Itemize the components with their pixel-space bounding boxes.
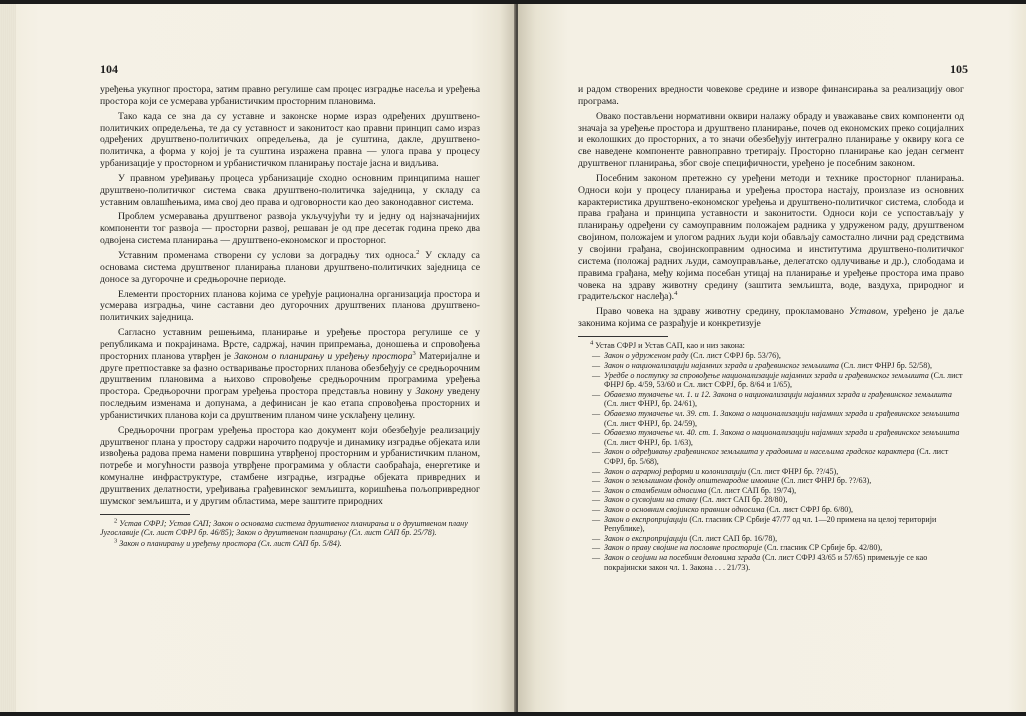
footnote-ref[interactable]: 2: [416, 248, 420, 256]
law-citation: — Закон о стамбеним односима (Сл. лист САП бр. 19/74),: [592, 486, 964, 496]
footnote-divider: [578, 336, 668, 337]
paragraph: Проблем усмеравања друштвеног развоја укључујући ту и једну од најзначајнијих компоненти тог развоја — просторни развој, решаван је од пре десетак година преко два одвојена система планирања — друштвено-економског и просторног.: [100, 211, 480, 247]
footnotes: [578, 341, 964, 572]
paragraph: У правном уређивању процеса урбанизације сходно основним принципима нашег друштвено-политичког система свака друштвено-политичка заједница, у складу са уставним овлашћењима, има свој део права и одговорности као део законодавног система.: [100, 172, 480, 208]
page-number: 105: [950, 62, 968, 76]
law-citation: — Закон о национализацији најамних зграда и грађевинског земљишта (Сл. лист ФНРЈ бр. 52/58),: [592, 361, 964, 371]
law-citation: — Закон о земљишном фонду општенародне имовине (Сл. лист ФНРЈ бр. ??/63),: [592, 476, 964, 486]
body-text: [578, 84, 964, 572]
law-citation: — Закон о одређивању грађевинског земљишта у градовима и насељима градског карактера (Сл. лист СФРЈ, бр. 5/68),: [592, 447, 964, 466]
law-citation: — Закон о сусвојини на стану (Сл. лист САП бр. 28/80),: [592, 495, 964, 505]
footnote: $^4$ Устав СФРЈ и Устав САП, као и низ закона:: [590, 339, 745, 350]
law-citation: — Закон о експропријацији (Сл. гласник СР Србије 47/77 од чл. 1—20 примена на целој територији Републике),: [592, 515, 964, 534]
law-citation: — Закон о сеојини на посебним деловима зграда (Сл. лист СФРЈ 43/65 и 57/65) примењује се као покрајински закон чл. 1. Закона . . . 21/73).: [592, 553, 964, 572]
law-citation: — Обавезно тумачење чл. 40. ст. 1. Закона о национализацији најамних зграда и грађевинског земљишта (Сл. лист ФНРЈ, бр. 1/63),: [592, 428, 964, 447]
paragraph: Средњорочни програм уређења простора као документ који обезбеђује реализацију друштвеног плана у простору садржи нарочито подручје и динамику изградње објеката или извођења радова према намени површина утврђеној просторним и урбанистичким планом, потребе и могућности развоја утврђене програмима у области саобраћаја, енергетике и комуналне инфраструктуре, стамбене изградње, изградње објеката привредних и друштвених делатности, уређивања грађевинског земљишта, коришћења пољопривредног шумског земљишта, и у другим областима, мере заштите природних: [100, 424, 480, 507]
paragraph: уређења укупног простора, затим правно регулише сам процес изградње насеља и уређења простора који се усмерава урбанистичким просторним плановима.: [100, 84, 480, 107]
footnote-ref[interactable]: 3: [412, 349, 416, 357]
paragraph: Елементи просторних планова којима се уређује рационална организација простора и усмерава изградња, чине саставни део дугорочних друштвених планова друштвено-политичких заједница.: [100, 288, 480, 324]
law-citation: — Обавезно тумачење чл. 39. ст. 1. Закона о национализацији најамних зграда и грађевинског земљишта (Сл. лист ФНРЈ, бр. 24/59),: [592, 409, 964, 428]
paragraph: Уставним променама створени су услови за доградњу тих односа.$^2$ У складу са основама система друштвеног планирања планови друштвено-политичких заједница се доносе за дугорочне и средњорочне периоде.: [100, 248, 480, 285]
law-citation: — Закон о експропријацији (Сл. лист САП бр. 16/78),: [592, 534, 964, 544]
paragraph: и радом створених вредности човекове средине и изворе финансирања за реализацију овог програма.: [578, 84, 964, 107]
law-citation: — Закон о праву својине на пословне просторије (Сл. гласник СР Србије бр. 42/80),: [592, 543, 964, 553]
footnote: $^2$ Устав СФРЈ; Устав САП; Закон о основама система друштвеног планирања и о друштвеном плану Југославије (Сл. лист СФРЈ бр. 46/85); Закон о друштвеном планирању (Сл. лист САП бр. 25/78).: [100, 517, 468, 538]
footnote-ref[interactable]: 4: [674, 290, 678, 298]
law-citation: — Обавезно тумачење чл. 1. и 12. Закона о национализацији најамних зграда и грађевинског земљишта (Сл. лист ФНРЈ, бр. 24/61),: [592, 390, 964, 409]
law-citation: — Закон о основним својинско правним односима (Сл. лист СФРЈ бр. 6/80),: [592, 505, 964, 515]
left-page: [0, 4, 516, 712]
paragraph: Право човека на здраву животну средину, прокламовано Уставом, уређено је даље законима којима се разрађује и конкретизује: [578, 306, 964, 330]
footnotes: [100, 519, 480, 549]
right-page: [518, 4, 1026, 712]
paragraph: Сагласно уставним решењима, планирање и уређење простора регулише се у републикама и покрајинама. Врсте, садржај, начин припремања, доношења и спровођења просторних планова утврђен је Законом о планирању и уређењу простора$^3$ Материјалне и друге претпоставке за фазно остваривање просторних планова обезбеђују се средњорочним друштвеним плановима а њихово спровођење средњорочним програмима уређења простора. Средњорочни програм уређења простора представља новину у Закону уведену последњим изменама и допунама, а дефинисан је као етапа спровођења просторних и урбанистичких планова који са друштвеним планом чине усклађену целину.: [100, 327, 480, 421]
footnote: $^3$ Закон о планирању и уређењу простора (Сл. лист САП бр. 5/84).: [114, 537, 342, 548]
law-citation: — Закон о удруженом раду (Сл. лист СФРЈ бр. 53/76),: [592, 351, 964, 361]
page-number: 104: [100, 62, 118, 76]
body-text: [100, 84, 480, 549]
law-citation: — Закон о аграрној реформи и колонизацији (Сл. лист ФНРЈ бр. ??/45),: [592, 467, 964, 477]
law-list: [578, 351, 964, 572]
footnote-divider: [100, 514, 190, 515]
paragraph: Овако постављени нормативни оквири налажу обраду и уважавање свих компоненти од значаја за уређење простора и друштвено планирање, почев од економских преко социјалних и еколошких до просторних, а то значи обезбеђују интегрално планирање у оквиру кога се све наведене компоненте равноправно третирају. Просторно планирање као један сегмент друштвеног планирања, због своје специфичности, уређено је посебним законом.: [578, 110, 964, 170]
paragraph: Посебним законом претежно су уређени методи и технике просторног планирања. Односи који у процесу планирања и уређења простора настају, произлазе из основних карактеристика друштвено-економског уређења и друштвено-политичког система, слобода и права грађана и принципа уставности и законитости. Односи који се успостављају у планирању одређени су самоуправним положајем радника у удруженом раду, друштвеном својином, положајем и улогом радних људи који обављају самостално лични рад средствима у својини грађана, својинскоправним односима и институтима друштвено-политичког система (положај радних људи, самоуправљање, делегатско одлучивање и др.), слободама и правима грађана, међу којима посебан утицај на планирање и уређење простора има право човека на здраву животну средину (заштита земљишта, воде, ваздуха, природног и градитељског наслеђа).$^4$: [578, 172, 964, 303]
paragraph: Тако када се зна да су уставне и законске норме израз одређених друштвено-политичких опредељења, те да су уставност и законитост као правни принцип само израз одређених друштвено-политичких опредељења, да је суштина, дакле, друштвено-политичка, а форма у којој је та суштина изражена правна — улога права у процесу урбанизације у просторном и урбанистичком планирању постаје јасна и видљива.: [100, 110, 480, 170]
law-citation: — Уредбе о поступку за спровођење национализације најамних зграда и грађевинског земљишта (Сл. лист ФНРЈ бр. 4/59, 53/60 и Сл. лист СФРЈ, бр. 8/64 и 1/65),: [592, 371, 964, 390]
